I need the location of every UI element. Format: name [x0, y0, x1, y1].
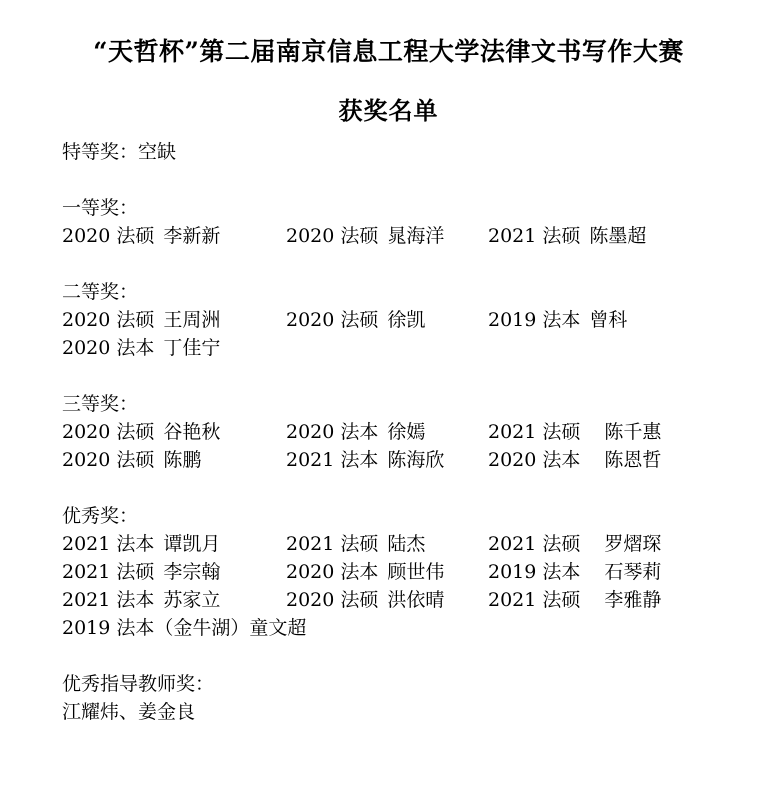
- winner-class: 2021 法本: [286, 449, 379, 471]
- winner-entry: [488, 306, 627, 334]
- third-prize-row: [62, 418, 742, 446]
- winner-class: 2021 法硕: [488, 533, 581, 555]
- special-prize-value: 空缺: [138, 141, 177, 163]
- page-subtitle: 获奖名单: [338, 96, 439, 125]
- winner-class: 2021 法本: [62, 589, 155, 611]
- winner-class: 2020 法硕: [62, 309, 155, 331]
- winner-entry: [488, 418, 661, 446]
- winner-name: 徐嫣: [387, 421, 426, 443]
- excellent-prize-label: 优秀奖：: [62, 505, 139, 527]
- winner-name: 李雅静: [604, 589, 662, 611]
- winner-name: 顾世伟: [387, 561, 445, 583]
- winner-name: 晁海洋: [387, 225, 445, 247]
- winner-class: 2019 法本: [488, 309, 581, 331]
- winner-class: 2021 法本: [62, 533, 155, 555]
- winner-name: 李宗翰: [163, 561, 221, 583]
- winner-class: 2019 法本: [488, 561, 581, 583]
- winner-entry: [286, 558, 444, 586]
- winner-entry: [286, 418, 425, 446]
- winner-name: 陈海欣: [387, 449, 445, 471]
- special-prize-line: [62, 138, 742, 166]
- teacher-prize-value: 江耀炜、姜金良: [62, 701, 196, 723]
- excellent-prize-row: [62, 530, 742, 558]
- winner-entry: [286, 530, 425, 558]
- winner-name: 陈鹏: [163, 449, 202, 471]
- winner-name: 陆杰: [387, 533, 426, 555]
- winner-entry: [488, 558, 661, 586]
- second-prize-row: [62, 334, 742, 362]
- winner-name: 谭凯月: [163, 533, 221, 555]
- winner-name: 徐凯: [387, 309, 426, 331]
- winner-class: 2021 法硕: [62, 561, 155, 583]
- winner-class: 2020 法硕: [286, 589, 379, 611]
- winner-entry: [62, 558, 220, 586]
- spacer: [62, 250, 742, 278]
- winner-class: 2020 法硕: [286, 225, 379, 247]
- spacer: [62, 642, 742, 670]
- winner-entry: [488, 530, 661, 558]
- third-prize-label: 三等奖：: [62, 393, 139, 415]
- winner-class: 2020 法硕: [62, 421, 155, 443]
- winner-class: 2021 法硕: [488, 421, 581, 443]
- spacer: [62, 474, 742, 502]
- award-list: [62, 138, 742, 726]
- first-prize-row: [62, 222, 742, 250]
- winner-name: 丁佳宁: [163, 337, 221, 359]
- winner-name: 李新新: [163, 225, 221, 247]
- second-prize-label: 二等奖：: [62, 281, 139, 303]
- spacer: [62, 166, 742, 194]
- winner-class: 2020 法本: [62, 337, 155, 359]
- winner-entry: [488, 586, 661, 614]
- winner-class: 2021 法硕: [488, 589, 581, 611]
- winner-entry: [62, 418, 220, 446]
- winner-entry: [286, 446, 444, 474]
- winner-name: 谷艳秋: [163, 421, 221, 443]
- first-prize-label: 一等奖：: [62, 197, 139, 219]
- winner-entry: [286, 222, 444, 250]
- excellent-prize-row: [62, 586, 742, 614]
- winner-class: 2020 法本: [286, 561, 379, 583]
- winner-name: 王周洲: [163, 309, 221, 331]
- winner-entry: [62, 586, 220, 614]
- winner-entry: [62, 306, 220, 334]
- winner-name: 曾科: [589, 309, 628, 331]
- spacer: [62, 362, 742, 390]
- winner-entry: [286, 306, 425, 334]
- winner-entry: [62, 222, 220, 250]
- special-prize-label: 特等奖：: [62, 141, 139, 163]
- winner-class: 2020 法硕: [62, 449, 155, 471]
- winner-entry: [488, 222, 646, 250]
- winner-class: 2021 法硕: [286, 533, 379, 555]
- winner-entry: [62, 530, 220, 558]
- winner-entry: [488, 446, 661, 474]
- winner-class: 2021 法硕: [488, 225, 581, 247]
- winner-class: 2020 法硕: [62, 225, 155, 247]
- winner-name: 罗熠琛: [604, 533, 662, 555]
- winner-entry: [286, 586, 444, 614]
- winner-name: 陈墨超: [589, 225, 647, 247]
- excellent-prize-extra: 2019 法本（金牛湖）童文超: [62, 617, 307, 639]
- winner-name: 洪依晴: [387, 589, 445, 611]
- winner-class: 2020 法硕: [286, 309, 379, 331]
- winner-name: 陈千惠: [604, 421, 662, 443]
- third-prize-row: [62, 446, 742, 474]
- second-prize-row: [62, 306, 742, 334]
- winner-name: 石琴莉: [604, 561, 662, 583]
- winner-class: 2020 法本: [488, 449, 581, 471]
- page-title: “天哲杯”第二届南京信息工程大学法律文书写作大赛: [93, 37, 684, 66]
- winner-class: 2020 法本: [286, 421, 379, 443]
- winner-entry: [62, 334, 220, 362]
- excellent-prize-row: [62, 558, 742, 586]
- winner-name: 苏家立: [163, 589, 221, 611]
- winner-name: 陈恩哲: [604, 449, 662, 471]
- winner-entry: [62, 446, 201, 474]
- teacher-prize-label: 优秀指导教师奖：: [62, 673, 215, 695]
